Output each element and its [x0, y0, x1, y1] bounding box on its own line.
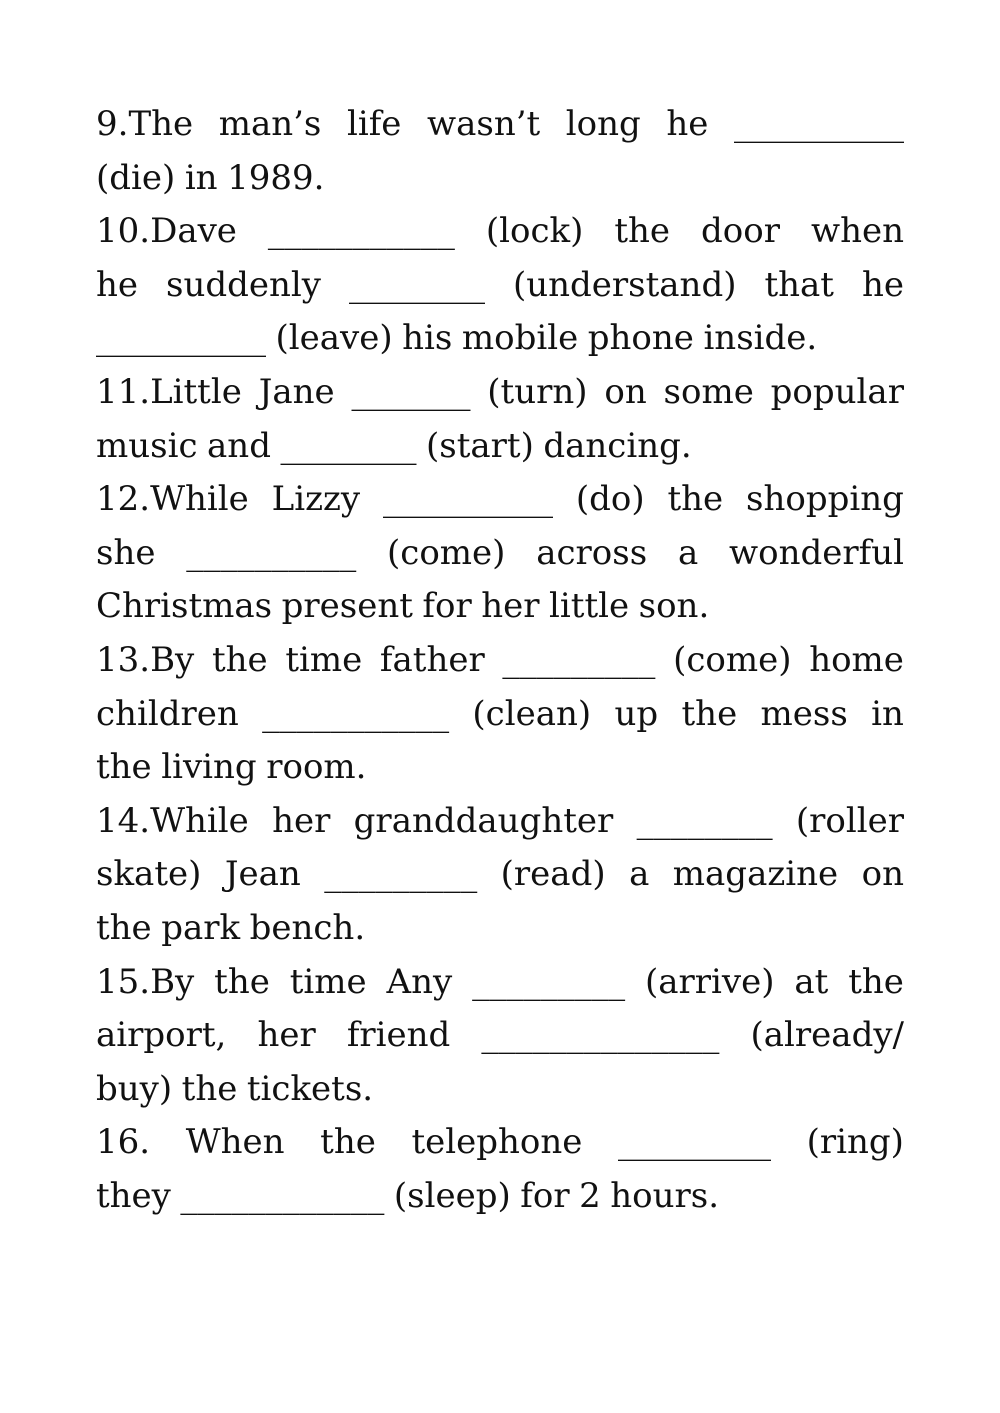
- exercise-line: [96, 420, 904, 474]
- exercise-line: [96, 580, 904, 634]
- sentence-word: tickets.: [246, 1068, 374, 1109]
- exercise-item: [96, 634, 904, 795]
- answer-blank[interactable]: ______________: [481, 1015, 720, 1056]
- sentence-word: for: [422, 586, 472, 627]
- exercise-line: [96, 473, 904, 527]
- sentence-word: when: [810, 211, 904, 252]
- answer-blank[interactable]: _________: [472, 961, 626, 1002]
- sentence-word: 10.Dave: [96, 211, 237, 252]
- sentence-word: bench.: [249, 907, 366, 948]
- sentence-word: some: [663, 371, 754, 412]
- exercise-line: [96, 312, 904, 366]
- sentence-word: Lizzy: [271, 479, 361, 520]
- sentence-word: Any: [386, 961, 453, 1002]
- answer-blank[interactable]: ________: [348, 264, 485, 305]
- sentence-word: phone: [587, 318, 694, 359]
- sentence-word: in: [184, 157, 218, 198]
- exercise-line: [96, 956, 904, 1010]
- sentence-word: present: [281, 586, 413, 627]
- sentence-word: (roller: [795, 800, 904, 841]
- exercise-line: [96, 848, 904, 902]
- sentence-word: (already/: [750, 1015, 904, 1056]
- sentence-word: the: [848, 961, 904, 1002]
- answer-blank[interactable]: _________: [618, 1122, 772, 1163]
- exercise-line: [96, 688, 904, 742]
- sentence-word: she: [96, 532, 156, 573]
- answer-blank[interactable]: _________: [324, 854, 478, 895]
- sentence-word: long: [565, 104, 641, 144]
- sentence-word: (understand): [512, 264, 737, 305]
- answer-blank[interactable]: _______: [351, 371, 471, 412]
- sentence-word: (clean): [472, 693, 592, 734]
- sentence-word: 13.By: [96, 639, 195, 680]
- sentence-word: wasn’t: [427, 104, 541, 144]
- sentence-word: the: [96, 907, 152, 948]
- answer-blank[interactable]: ___________: [267, 211, 455, 252]
- sentence-word: 11.Little: [96, 371, 242, 412]
- sentence-word: (die): [96, 157, 176, 198]
- exercise-line: [96, 1063, 904, 1117]
- sentence-word: (lock): [485, 211, 584, 252]
- sentence-word: mobile: [461, 318, 579, 359]
- sentence-word: (ring): [806, 1122, 904, 1163]
- sentence-word: (turn): [487, 371, 588, 412]
- sentence-word: across: [536, 532, 648, 573]
- exercise-line: [96, 98, 904, 152]
- exercise-line: [96, 527, 904, 581]
- sentence-word: inside.: [703, 318, 818, 359]
- sentence-word: her: [257, 1015, 316, 1056]
- sentence-word: room.: [266, 747, 367, 788]
- sentence-word: 12.While: [96, 479, 249, 520]
- answer-blank[interactable]: ___________: [262, 693, 450, 734]
- sentence-word: for: [520, 1175, 570, 1216]
- sentence-word: life: [346, 104, 402, 144]
- sentence-word: they: [96, 1175, 171, 1216]
- sentence-word: his: [402, 318, 453, 359]
- exercise-line: [96, 634, 904, 688]
- sentence-word: (sleep): [393, 1175, 511, 1216]
- sentence-word: father: [379, 639, 485, 680]
- exercise-item: [96, 795, 904, 956]
- sentence-word: 15.By: [96, 961, 195, 1002]
- sentence-word: music: [96, 425, 198, 466]
- exercise-line: [96, 795, 904, 849]
- sentence-word: popular: [770, 371, 904, 412]
- exercise-list: [96, 98, 904, 1223]
- sentence-word: on: [604, 371, 647, 412]
- sentence-word: When: [185, 1122, 285, 1163]
- sentence-word: on: [861, 854, 904, 895]
- answer-blank[interactable]: ________: [636, 800, 773, 841]
- sentence-word: (come): [387, 532, 506, 573]
- answer-blank[interactable]: ____________: [180, 1175, 385, 1216]
- sentence-word: a: [677, 532, 699, 573]
- exercise-item: [96, 473, 904, 634]
- exercise-line: [96, 152, 904, 206]
- sentence-word: 1989.: [227, 157, 325, 198]
- exercise-item: [96, 98, 904, 205]
- sentence-word: buy): [96, 1068, 173, 1109]
- sentence-word: (start): [426, 425, 534, 466]
- sentence-word: children: [96, 693, 239, 734]
- exercise-line: [96, 259, 904, 313]
- sentence-word: 9.The: [96, 104, 194, 144]
- sentence-word: dancing.: [543, 425, 692, 466]
- exercise-item: [96, 956, 904, 1117]
- sentence-word: living: [161, 747, 257, 788]
- sentence-word: Jane: [258, 371, 335, 412]
- sentence-word: man’s: [218, 104, 322, 144]
- exercise-line: [96, 1170, 904, 1224]
- sentence-word: suddenly: [166, 264, 321, 305]
- sentence-word: friend: [346, 1015, 451, 1056]
- sentence-word: the: [681, 693, 738, 734]
- sentence-word: 2: [579, 1175, 601, 1216]
- exercise-line: [96, 902, 904, 956]
- sentence-word: 16.: [96, 1122, 151, 1163]
- sentence-word: (arrive): [644, 961, 775, 1002]
- sentence-word: little: [549, 586, 630, 627]
- sentence-word: (come): [673, 639, 792, 680]
- exercise-line: [96, 741, 904, 795]
- sentence-word: magazine: [672, 854, 839, 895]
- sentence-word: he: [861, 264, 904, 305]
- sentence-word: he: [96, 264, 139, 305]
- sentence-word: he: [666, 104, 709, 144]
- exercise-line: [96, 366, 904, 420]
- sentence-word: 14.While: [96, 800, 249, 841]
- sentence-word: telephone: [411, 1122, 583, 1163]
- sentence-word: the: [96, 747, 152, 788]
- sentence-word: time: [289, 961, 367, 1002]
- answer-blank[interactable]: __________: [186, 532, 357, 573]
- sentence-word: a: [629, 854, 650, 895]
- sentence-word: son.: [638, 586, 710, 627]
- sentence-word: door: [701, 211, 780, 252]
- answer-blank[interactable]: _________: [502, 639, 656, 680]
- answer-blank[interactable]: __________: [96, 318, 266, 359]
- exercise-item: [96, 1116, 904, 1223]
- sentence-word: time: [285, 639, 363, 680]
- sentence-word: her: [481, 586, 540, 627]
- sentence-word: granddaughter: [353, 800, 614, 841]
- sentence-word: Jean: [224, 854, 301, 895]
- sentence-word: shopping: [746, 479, 904, 520]
- sentence-word: home: [809, 639, 904, 680]
- sentence-word: the: [214, 961, 270, 1002]
- sentence-word: the: [614, 211, 671, 252]
- sentence-word: her: [272, 800, 331, 841]
- sentence-word: (read): [500, 854, 606, 895]
- exercise-line: [96, 205, 904, 259]
- exercise-item: [96, 366, 904, 473]
- sentence-word: skate): [96, 854, 202, 895]
- answer-blank[interactable]: ________: [280, 425, 417, 466]
- answer-blank[interactable]: __________: [733, 104, 904, 144]
- sentence-word: that: [764, 264, 834, 305]
- exercise-line: [96, 1009, 904, 1063]
- sentence-word: mess: [760, 693, 848, 734]
- sentence-word: and: [207, 425, 271, 466]
- sentence-word: the: [211, 639, 268, 680]
- sentence-word: wonderful: [729, 532, 904, 573]
- sentence-word: airport,: [96, 1015, 227, 1056]
- sentence-word: the: [320, 1122, 376, 1163]
- sentence-word: park: [161, 907, 241, 948]
- sentence-word: up: [614, 693, 659, 734]
- exercise-item: [96, 205, 904, 366]
- answer-blank[interactable]: __________: [383, 479, 554, 520]
- sentence-word: the: [181, 1068, 238, 1109]
- exercise-line: [96, 1116, 904, 1170]
- sentence-word: the: [667, 479, 724, 520]
- sentence-word: in: [871, 693, 904, 734]
- sentence-word: Christmas: [96, 586, 273, 627]
- sentence-word: hours.: [610, 1175, 720, 1216]
- sentence-word: at: [794, 961, 829, 1002]
- sentence-word: (leave): [275, 318, 393, 359]
- sentence-word: (do): [575, 479, 645, 520]
